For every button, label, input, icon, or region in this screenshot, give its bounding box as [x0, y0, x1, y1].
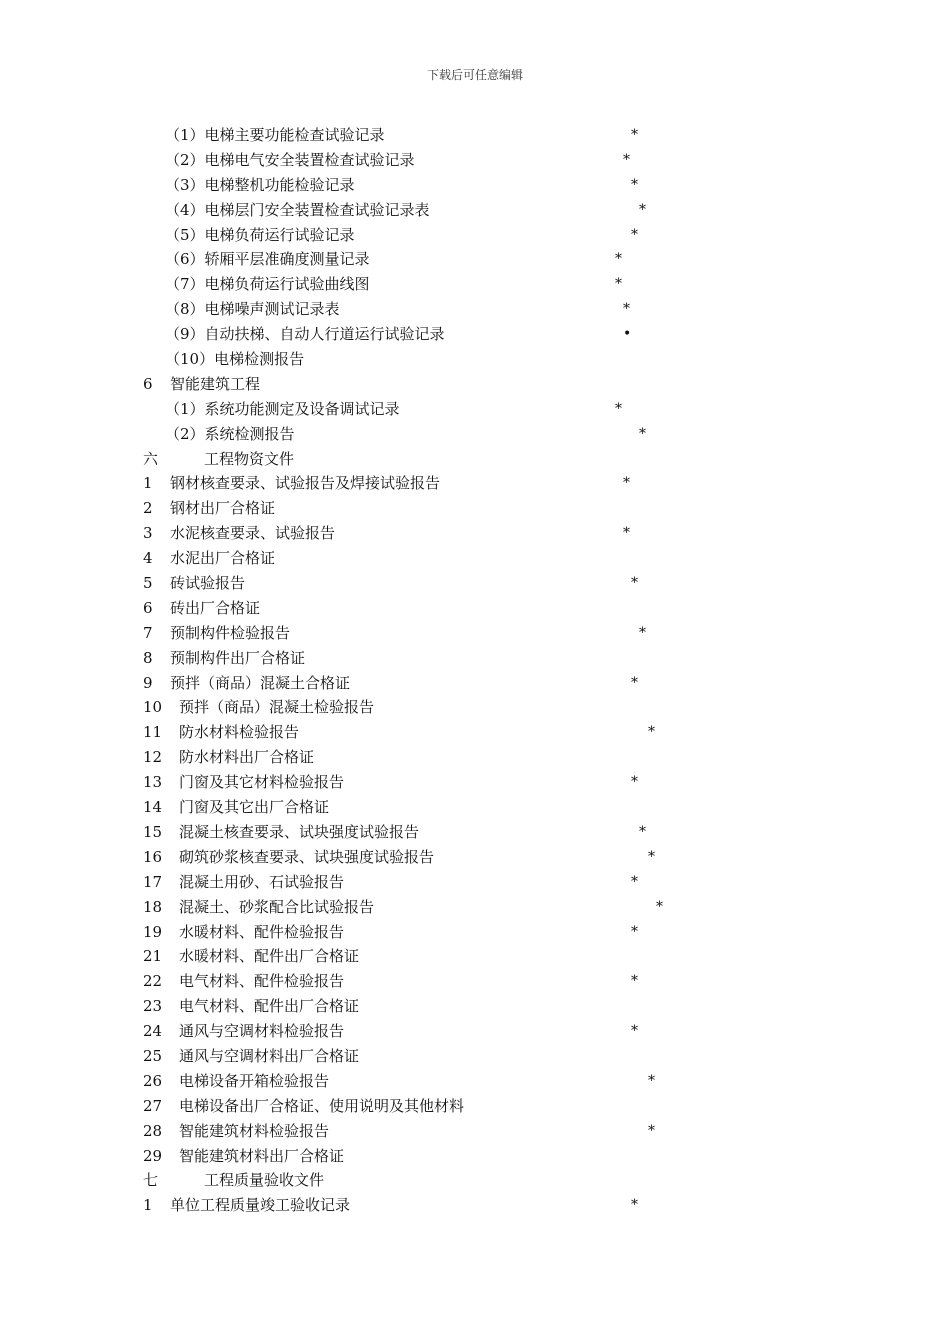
required-mark: * [648, 1072, 655, 1089]
item-title: 电气材料、配件检验报告 [179, 972, 345, 991]
item-title: 水泥核查要录、试验报告 [170, 524, 336, 543]
item-title: （10）电梯检测报告 [165, 350, 305, 369]
list-item [0, 994, 950, 1019]
required-mark: * [631, 1197, 638, 1214]
item-title: （5）电梯负荷运行试验记录 [165, 225, 355, 244]
list-item [0, 148, 950, 173]
item-title: 防水材料出厂合格证 [179, 748, 315, 767]
item-title: 预制构件出厂合格证 [170, 648, 306, 667]
item-number: 2 [143, 499, 153, 518]
required-mark: * [639, 624, 646, 641]
list-item [0, 571, 950, 596]
list-item [0, 247, 950, 272]
item-number: 7 [143, 623, 153, 642]
required-mark: * [631, 575, 638, 592]
list-item [0, 820, 950, 845]
list-item [0, 198, 950, 223]
list-item [0, 471, 950, 496]
item-number: 1 [143, 474, 153, 493]
page-header: 下载后可任意编辑 [426, 68, 523, 82]
item-title: （3）电梯整机功能检验记录 [165, 175, 355, 194]
item-number: 10 [143, 698, 163, 717]
item-number: 29 [143, 1146, 163, 1165]
item-number: 七 [143, 1171, 159, 1190]
list-item [0, 496, 950, 521]
list-item [0, 969, 950, 994]
required-mark: * [615, 400, 622, 417]
item-title: 电梯设备出厂合格证、使用说明及其他材料 [179, 1096, 465, 1115]
item-number: 14 [143, 798, 163, 817]
list-item [0, 795, 950, 820]
list-item [0, 845, 950, 870]
item-title: 门窗及其它出厂合格证 [179, 798, 330, 817]
required-mark: * [631, 973, 638, 990]
required-mark: * [631, 923, 638, 940]
item-number: 4 [143, 549, 153, 568]
item-title: （6）轿厢平层准确度测量记录 [165, 250, 370, 269]
item-title: 工程物资文件 [204, 449, 295, 468]
item-title: 通风与空调材料检验报告 [179, 1022, 345, 1041]
item-title: 混凝土、砂浆配合比试验报告 [179, 897, 375, 916]
required-mark: * [631, 127, 638, 143]
required-mark: * [631, 674, 638, 691]
item-title: （4）电梯层门安全装置检查试验记录表 [165, 200, 430, 219]
list-item [0, 347, 950, 372]
list-item [0, 447, 950, 472]
item-title: 混凝土核查要录、试块强度试验报告 [179, 822, 420, 841]
item-title: 电气材料、配件出厂合格证 [179, 997, 360, 1016]
item-number: 18 [143, 897, 163, 916]
item-number: 六 [143, 449, 159, 468]
item-number: 5 [143, 574, 153, 593]
list-item [0, 1044, 950, 1069]
item-title: 砌筑砂浆核查要录、试块强度试验报告 [179, 847, 435, 866]
item-title: 水暖材料、配件出厂合格证 [179, 947, 360, 966]
item-title: （8）电梯噪声测试记录表 [165, 300, 340, 319]
item-title: （9）自动扶梯、自动人行道运行试验记录 [165, 325, 445, 344]
item-title: 砖试验报告 [170, 574, 246, 593]
list-item [0, 1168, 950, 1193]
item-number: 24 [143, 1022, 163, 1041]
list-item [0, 621, 950, 646]
required-mark: * [615, 251, 622, 268]
item-title: 智能建筑材料检验报告 [179, 1121, 330, 1140]
item-number: 28 [143, 1121, 163, 1140]
list-item [0, 322, 950, 347]
document-list [0, 123, 950, 1218]
item-number: 8 [143, 648, 153, 667]
item-number: 9 [143, 673, 153, 692]
item-title: 工程质量验收文件 [204, 1171, 325, 1190]
required-mark: * [623, 525, 630, 542]
required-mark: * [631, 774, 638, 791]
required-mark: * [631, 226, 638, 243]
item-title: 单位工程质量竣工验收记录 [170, 1196, 351, 1215]
item-number: 25 [143, 1046, 163, 1065]
item-number: 6 [143, 598, 153, 617]
item-title: 混凝土用砂、石试验报告 [179, 872, 345, 891]
item-title: （1）电梯主要功能检查试验记录 [165, 126, 385, 144]
required-mark: * [639, 201, 646, 218]
item-number: 13 [143, 773, 163, 792]
item-title: 智能建筑材料出厂合格证 [179, 1146, 345, 1165]
item-title: 防水材料检验报告 [179, 723, 300, 742]
item-title: 砖出厂合格证 [170, 598, 261, 617]
list-item [0, 397, 950, 422]
list-item [0, 646, 950, 671]
list-item [0, 272, 950, 297]
required-mark: * [623, 475, 630, 492]
item-title: 水泥出厂合格证 [170, 549, 276, 568]
list-item [0, 920, 950, 945]
list-item [0, 372, 950, 397]
list-item [0, 1119, 950, 1144]
item-number: 11 [143, 723, 163, 742]
item-number: 27 [143, 1096, 163, 1115]
list-item [0, 422, 950, 447]
item-title: 预制构件检验报告 [170, 623, 291, 642]
list-item [0, 770, 950, 795]
list-item [0, 521, 950, 546]
item-title: （1）系统功能测定及设备调试记录 [165, 399, 400, 418]
item-title: （7）电梯负荷运行试验曲线图 [165, 275, 370, 294]
required-mark: * [623, 301, 630, 318]
required-mark: * [631, 1023, 638, 1040]
required-mark: * [648, 1122, 655, 1139]
item-number: 15 [143, 822, 163, 841]
required-mark: * [623, 151, 630, 168]
list-item [0, 895, 950, 920]
item-title: （2）电梯电气安全装置检查试验记录 [165, 150, 415, 169]
item-title: 预拌（商品）混凝土检验报告 [179, 698, 375, 717]
list-item [0, 671, 950, 696]
item-number: 1 [143, 1196, 153, 1215]
item-number: 21 [143, 947, 163, 966]
list-item [0, 1144, 950, 1169]
list-item [0, 1069, 950, 1094]
list-item [0, 123, 950, 148]
required-mark: * [656, 898, 663, 915]
item-title: 通风与空调材料出厂合格证 [179, 1046, 360, 1065]
item-number: 17 [143, 872, 163, 891]
required-mark: * [639, 823, 646, 840]
required-mark: * [631, 873, 638, 890]
required-mark: * [648, 724, 655, 741]
list-item [0, 870, 950, 895]
item-title: 钢材出厂合格证 [170, 499, 276, 518]
item-number: 3 [143, 524, 153, 543]
item-number: 12 [143, 748, 163, 767]
item-title: 水暖材料、配件检验报告 [179, 922, 345, 941]
required-mark: * [648, 848, 655, 865]
item-number: 26 [143, 1071, 163, 1090]
required-mark: * [631, 176, 638, 193]
list-item [0, 546, 950, 571]
item-title: （2）系统检测报告 [165, 424, 295, 443]
item-number: 22 [143, 972, 163, 991]
item-number: 6 [143, 374, 153, 393]
required-mark: * [639, 425, 646, 442]
item-title: 预拌（商品）混凝土合格证 [170, 673, 351, 692]
item-number: 23 [143, 997, 163, 1016]
item-title: 智能建筑工程 [170, 374, 261, 393]
list-item [0, 297, 950, 322]
item-title: 钢材核查要录、试验报告及焊接试验报告 [170, 474, 441, 493]
required-mark: * [615, 276, 622, 293]
list-item [0, 1193, 950, 1218]
list-item [0, 1094, 950, 1119]
list-item [0, 596, 950, 621]
list-item [0, 1019, 950, 1044]
required-mark: • [623, 326, 632, 343]
list-item [0, 173, 950, 198]
list-item [0, 695, 950, 720]
item-number: 19 [143, 922, 163, 941]
list-item [0, 720, 950, 745]
item-title: 门窗及其它材料检验报告 [179, 773, 345, 792]
list-item [0, 944, 950, 969]
item-title: 电梯设备开箱检验报告 [179, 1071, 330, 1090]
list-item [0, 745, 950, 770]
list-item [0, 223, 950, 248]
item-number: 16 [143, 847, 163, 866]
